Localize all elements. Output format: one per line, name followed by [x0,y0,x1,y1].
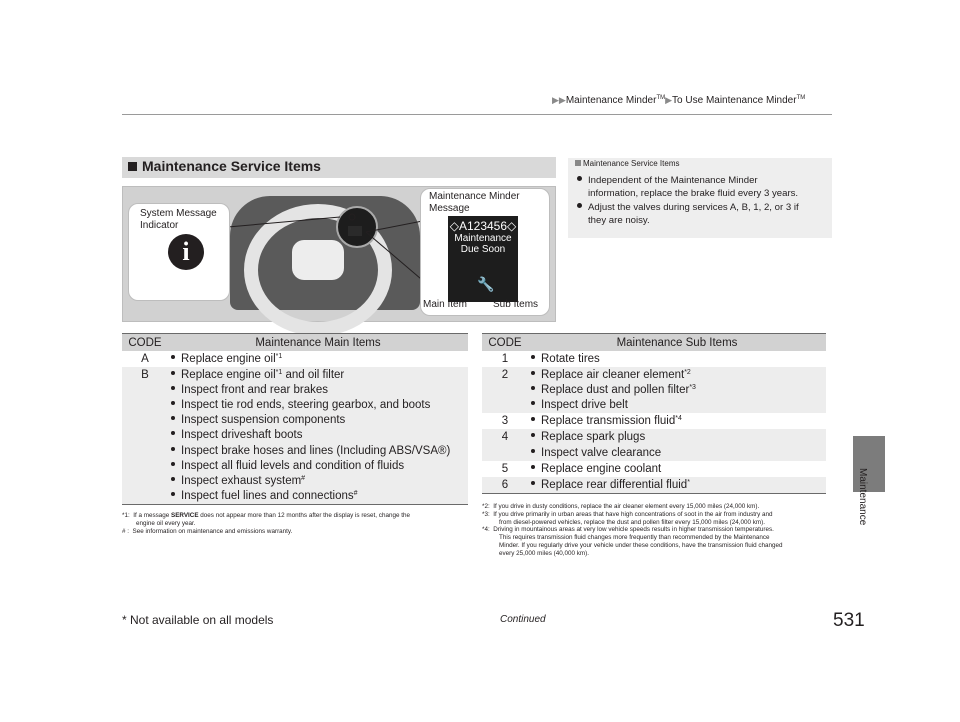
screen-line-2: Due Soon [460,244,506,255]
chapter-tab-label: Maintenance [857,468,868,526]
main-item-label: Main Item [423,299,467,310]
row-code: A [141,353,149,365]
row-items: Replace engine coolant [528,461,826,477]
row-code: 6 [482,477,528,494]
maintenance-minder-label: Maintenance Minder Message [429,191,520,214]
table-row [482,351,826,367]
sub-footnotes: *2: If you drive in dusty conditions, replace the air cleaner element every 15,000 miles (24,000 km). *3: If you drive primarily in urban areas that have high concentrations of soot in the air from industry and from diesel-powered vehicles, replace the dust and pollen filter every 15,000 miles (24,000 km). *4: Driving in mountainous areas at very low vehicle speeds results in higher transmission temperatures. This requires transmission fluid changes more frequently than recommended by the Maintenance Minder. If you regularly drive your vehicle under these conditions, have the transmission fluid changed every 25,000 miles (40,000 km). [482,503,783,557]
column-header-sub-items: Maintenance Sub Items [528,334,826,352]
table-row [482,429,826,460]
breadcrumb-arrow-icon: ▶▶ [552,95,566,105]
table-row [482,477,826,494]
table-row [482,461,826,477]
row-items: Replace spark plugs Inspect valve clearance [528,429,826,460]
trademark-mark: TM [796,95,806,101]
row-code: 1 [501,353,509,365]
side-note-title: Maintenance Service Items [575,159,680,168]
table-row [122,351,468,367]
screen-line-1: Maintenance [454,233,512,244]
row-code: 4 [482,429,528,460]
breadcrumb-arrow-icon: ▶ [665,95,673,105]
row-code: 3 [501,415,509,428]
breadcrumb-item-2[interactable]: To Use Maintenance Minder [672,95,797,106]
sub-items-label: Sub Items [493,299,539,310]
row-items: Replace rear differential fluid* [528,477,826,494]
system-message-label: System Message Indicator [140,208,217,231]
row-items: Rotate tires [528,351,826,367]
row-code: 5 [501,462,509,475]
column-header-code: CODE [482,334,528,352]
breadcrumb-item-1[interactable]: Maintenance Minder [565,95,657,106]
maintenance-code: ◇A123456◇ [449,219,517,233]
sub-items-table [482,333,826,494]
availability-note: * Not available on all models [122,613,274,627]
side-note-item: Adjust the valves during services A, B, 1, 2, or 3 if they are noisy. [577,201,799,227]
section-title-text: Maintenance Service Items [142,158,321,174]
main-items-table [122,333,468,505]
table-row [482,367,826,413]
main-footnotes: *1: If a message SERVICE does not appear more than 12 months after the display is reset, change the engine oil every year. # : See information on maintenance and emissions warranty. [122,512,410,535]
row-items: Replace air cleaner element$^{*2}$ Replace dust and pollen filter$^{*3}$ Inspect drive belt [528,367,826,413]
continued-label: Continued [500,614,546,625]
row-code: 2 [482,367,528,413]
column-header-code: CODE [122,334,168,352]
side-note-item: Independent of the Maintenance Minder information, replace the brake fluid every 3 years. [577,174,798,200]
column-header-main-items: Maintenance Main Items [168,334,468,352]
wrench-icon: 🔧 [477,276,495,292]
row-items: Replace engine oil$^{*1}$ [168,351,468,367]
page-number: 531 [833,610,865,631]
trademark-mark: TM [656,95,666,101]
table-row [482,413,826,429]
info-icon: i [168,234,204,270]
row-items: Replace transmission fluid$^{*4}$ [528,413,826,429]
row-items: Replace engine oil$^{*1}$ and oil filter Inspect front and rear brakes Inspect tie rod ends, steering gearbox, and boots Inspect suspension components Inspect driveshaft boots Inspect brake hoses and lines (Including ABS/VSA®) Inspect all fluid levels and condition of fluids Inspect exhaust system# Inspect fuel lines and connections# [168,367,468,504]
table-row [122,367,468,504]
row-code: B [122,367,168,504]
